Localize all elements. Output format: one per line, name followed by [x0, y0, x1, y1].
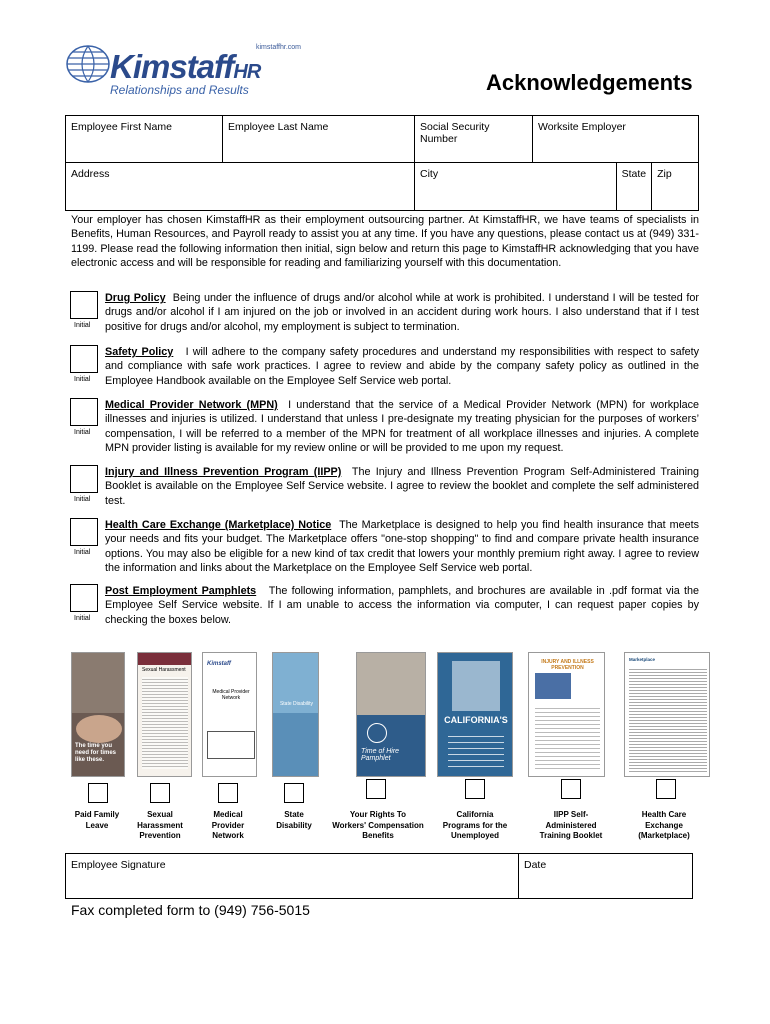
- brand-name: KimstaffHR: [110, 48, 261, 85]
- initial-box[interactable]: [70, 398, 98, 426]
- policy-text: [105, 584, 699, 627]
- pamphlet-label: Health Care Exchange (Marketplace): [638, 810, 690, 840]
- first-name-field[interactable]: [66, 116, 223, 163]
- pamphlet-label: Paid Family Leave: [74, 810, 120, 830]
- state-field[interactable]: [617, 163, 652, 210]
- policy-body: I understand that the service of a Medical Provider Network (MPN) for workplace illnesses and injuries is utilized. I understand that unless I pre-designate my treating physician for the purposes of workers’ compensation, I will be referred to a member of the MPN for treatment of all workplace illnesses and injuries. A complete MPN provider listing is available for my review online or will be provided to me upon my request.: [105, 399, 699, 454]
- pamphlet-label: Medical Provider Network: [211, 810, 245, 840]
- pamphlet-cover-sexual-harassment: [137, 652, 192, 777]
- policy-text: [105, 465, 699, 508]
- pamphlet-cover-state-disability: [272, 652, 319, 777]
- policy-body: I will adhere to the company safety procedures and understand my responsibilities with respect to safety and compliance with safe work practices. I agree to review and abide by the company safety policy as outlined in the Employee Handbook available on the Employee Self Service web portal.: [105, 346, 699, 387]
- initial-label: Initial: [74, 429, 91, 436]
- pamphlet-cover-text: Sexual Harassment: [142, 667, 186, 673]
- signature-table: [65, 853, 693, 899]
- policy-text: [105, 518, 699, 575]
- policy-title: Injury and Illness Prevention Program (IIPP): [105, 466, 342, 478]
- last-name-field[interactable]: [223, 116, 415, 163]
- initial-box[interactable]: [70, 584, 98, 612]
- pamphlet-label: State Disability: [276, 810, 312, 830]
- checkbox-state-disability[interactable]: [284, 783, 304, 803]
- pamphlet-cover-text: INJURY AND ILLNESS PREVENTION: [541, 659, 594, 671]
- initial-label: Initial: [74, 322, 91, 329]
- checkbox-workers-comp[interactable]: [366, 779, 386, 799]
- policy-body: The following information, pamphlets, and brochures are available in .pdf format via the Employee Self Service website. If I am unable to access the information via computer, I can request paper copies by checking the boxes below.: [105, 585, 700, 626]
- policy-body: The Marketplace is designed to help you find health insurance that meets your needs and fits your budget. The Marketplace offers "one-stop shopping" to find and compare private health insurance options. You may also be eligible for a new kind of tax credit that lowers your monthly premium right away. I agree to review the information and links about the Marketplace on the Employee Self Service web portal.: [105, 519, 699, 574]
- pamphlet-cover-iipp: [528, 652, 605, 777]
- initial-box[interactable]: [70, 345, 98, 373]
- ssn-label: Social Security Number: [420, 121, 490, 145]
- last-name-label: Employee Last Name: [228, 121, 329, 133]
- pamphlet-cover-california-programs: [437, 652, 513, 777]
- pamphlet-label: Your Rights To Workers' Compensation Benefits: [332, 810, 424, 840]
- address-label: Address: [71, 168, 110, 180]
- policy-title: Medical Provider Network (MPN): [105, 399, 278, 411]
- pamphlet-cover-text: The time you need for times like these.: [75, 743, 117, 763]
- address-field[interactable]: [66, 163, 415, 211]
- city-field[interactable]: [415, 163, 617, 211]
- state-zip-field[interactable]: [616, 163, 698, 211]
- pamphlet-label: IIPP Self-Administered Training Booklet: [539, 810, 603, 840]
- pamphlet-cover-text: Time of Hire Pamphlet: [361, 748, 400, 762]
- first-name-label: Employee First Name: [71, 121, 172, 133]
- checkbox-california-programs[interactable]: [465, 779, 485, 799]
- employee-signature-label: Employee Signature: [71, 859, 166, 871]
- pamphlet-cover-paid-family-leave: [71, 652, 125, 777]
- checkbox-paid-family-leave[interactable]: [88, 783, 108, 803]
- zip-label: Zip: [657, 168, 672, 180]
- initial-label: Initial: [74, 615, 91, 622]
- page-title: Acknowledgements: [486, 70, 693, 95]
- worksite-label: Worksite Employer: [538, 121, 626, 133]
- initial-box[interactable]: [70, 518, 98, 546]
- initial-box[interactable]: [70, 291, 98, 319]
- fax-instructions: Fax completed form to (949) 756-5015: [71, 902, 310, 918]
- employee-info-table: [65, 115, 699, 211]
- policy-text: [105, 345, 699, 388]
- checkbox-sexual-harassment[interactable]: [150, 783, 170, 803]
- pamphlet-label: Sexual Harassment Prevention: [137, 810, 183, 840]
- intro-paragraph: Your employer has chosen KimstaffHR as their employment outsourcing partner. At KimstaffHR, we have teams of specialists in Benefits, Human Resources, and Payroll ready to assist you at any time. If you have any questions, please contact us at (949) 331-1199. Please read the following information then initial, sign below and return this page to KimstaffHR acknowledging that you have electronic access and will be responsible for reading and familiarizing yourself with this documentation.: [71, 214, 699, 269]
- policy-text: [105, 291, 699, 334]
- date-field[interactable]: [519, 854, 693, 899]
- zip-field[interactable]: [652, 163, 698, 210]
- checkbox-health-care-exchange[interactable]: [656, 779, 676, 799]
- pamphlet-cover-mpn: Kimstaff Medical Provider Network: [202, 652, 257, 777]
- policy-body: The Injury and Illness Prevention Program Self-Administered Training Booklet is available on the Employee Self Service website. I agree to review the booklet and complete the self administered test.: [105, 466, 700, 507]
- initial-label: Initial: [74, 496, 91, 503]
- globe-logo-icon: [66, 44, 114, 86]
- employee-signature-field[interactable]: [66, 854, 519, 899]
- brand-tagline: Relationships and Results: [110, 83, 249, 97]
- city-label: City: [420, 168, 439, 180]
- pamphlet-cover-health-care-exchange: [624, 652, 710, 777]
- company-logo: [66, 30, 316, 100]
- initial-label: Initial: [74, 549, 91, 556]
- pamphlet-cover-workers-comp: [356, 652, 426, 777]
- pamphlet-cover-text: CALIFORNIA'S: [444, 715, 508, 725]
- website-url: kimstaffhr.com: [256, 44, 301, 51]
- policy-title: Safety Policy: [105, 346, 174, 358]
- pamphlet-label: California Programs for the Unemployed: [442, 810, 508, 840]
- pamphlet-cover-text: Medical Provider Network: [212, 689, 250, 701]
- policy-title: Drug Policy: [105, 292, 166, 304]
- worksite-field[interactable]: [533, 116, 699, 163]
- pamphlet-cover-text: Marketplace: [629, 657, 656, 662]
- initial-box[interactable]: [70, 465, 98, 493]
- policy-body: Being under the influence of drugs and/or alcohol while at work is prohibited. I understand I will be tested for drugs and/or alcohol if I am injured on the job or involved in an accident during work hours. I also understand that if I test positive for drugs and/or alcohol, my employment is subject to termination.: [105, 292, 699, 333]
- checkbox-mpn[interactable]: [218, 783, 238, 803]
- policy-title: Post Employment Pamphlets: [105, 585, 257, 597]
- policy-title: Health Care Exchange (Marketplace) Notice: [105, 519, 332, 531]
- date-label: Date: [524, 859, 547, 871]
- state-label: State: [621, 168, 647, 180]
- ssn-field[interactable]: [415, 116, 533, 163]
- checkbox-iipp[interactable]: [561, 779, 581, 799]
- initial-label: Initial: [74, 376, 91, 383]
- pamphlet-cover-text: State Disability: [279, 701, 314, 707]
- policy-text: [105, 398, 699, 455]
